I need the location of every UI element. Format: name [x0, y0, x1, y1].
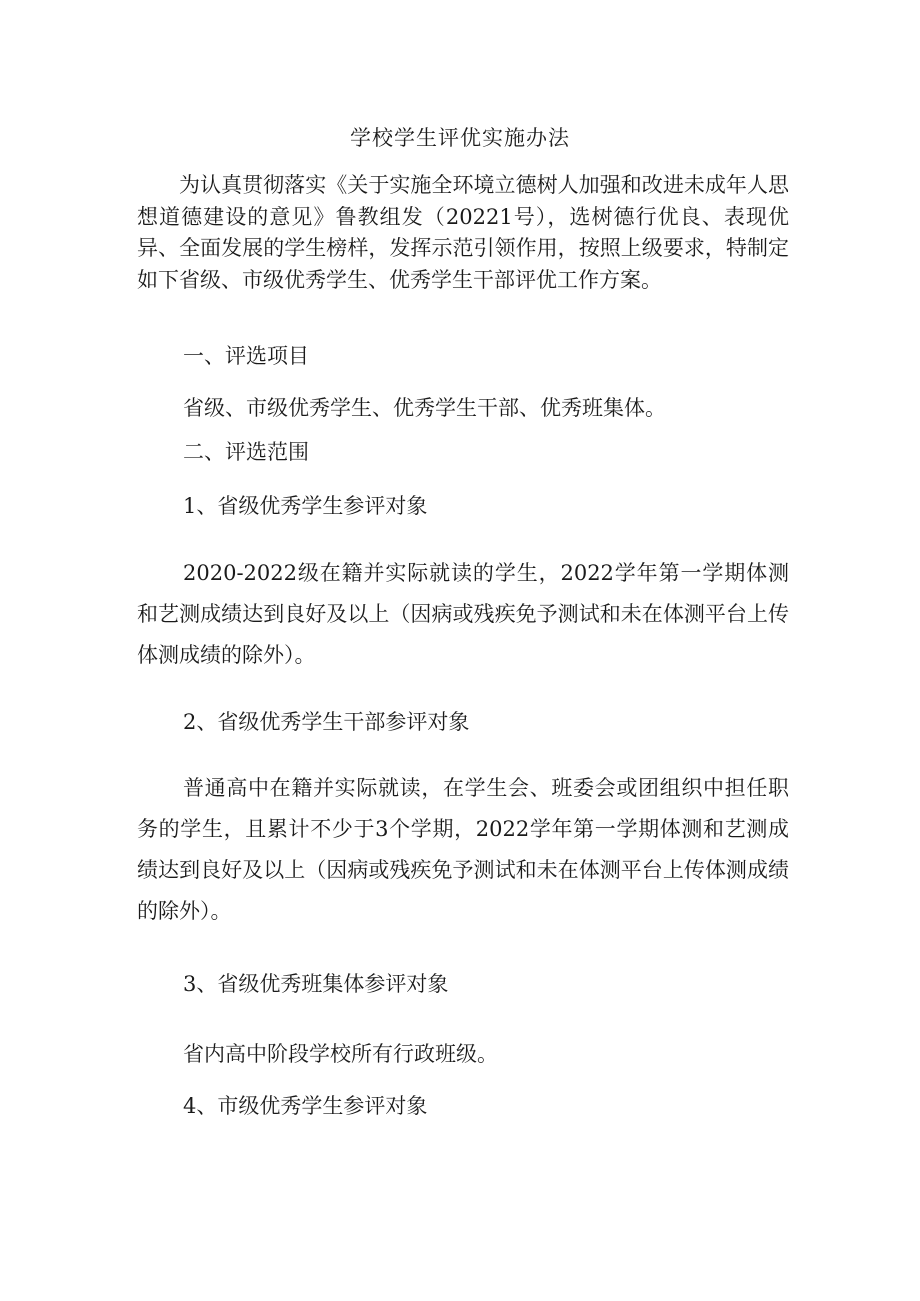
document-title: 学校学生评优实施办法: [350, 126, 570, 150]
section-heading-scope: 二、评选范围: [183, 440, 309, 464]
item-heading-provincial-student: 1、省级优秀学生参评对象: [183, 494, 428, 518]
item-heading-city-student: 4、市级优秀学生参评对象: [183, 1094, 428, 1118]
item-heading-provincial-cadre: 2、省级优秀学生干部参评对象: [183, 710, 470, 734]
section-heading-items: 一、评选项目: [183, 344, 309, 368]
item-body-provincial-class: 省内高中阶段学校所有行政班级。: [183, 1042, 498, 1066]
intro-paragraph: 为认真贯彻落实《关于实施全环境立德树人加强和改进未成年人思想道德建设的意见》鲁教组发（20221号），选树德行优良、表现优异、全面发展的学生榜样，发挥示范引领作用，按照上级要求，特制定如下省级、市级优秀学生、优秀学生干部评优工作方案。: [137, 173, 789, 292]
item-body-provincial-student: 2020-2022级在籍并实际就读的学生，2022学年第一学期体测和艺测成绩达到良好及以上（因病或残疾免予测试和未在体测平台上传体测成绩的除外）。: [137, 561, 789, 667]
section-body-items: 省级、市级优秀学生、优秀学生干部、优秀班集体。: [183, 396, 666, 420]
item-heading-provincial-class: 3、省级优秀班集体参评对象: [183, 972, 449, 996]
item-body-provincial-cadre: 普通高中在籍并实际就读，在学生会、班委会或团组织中担任职务的学生，且累计不少于3个学期，2022学年第一学期体测和艺测成绩达到良好及以上（因病或残疾免予测试和未在体测平台上传体测成绩的除外）。: [137, 776, 789, 923]
